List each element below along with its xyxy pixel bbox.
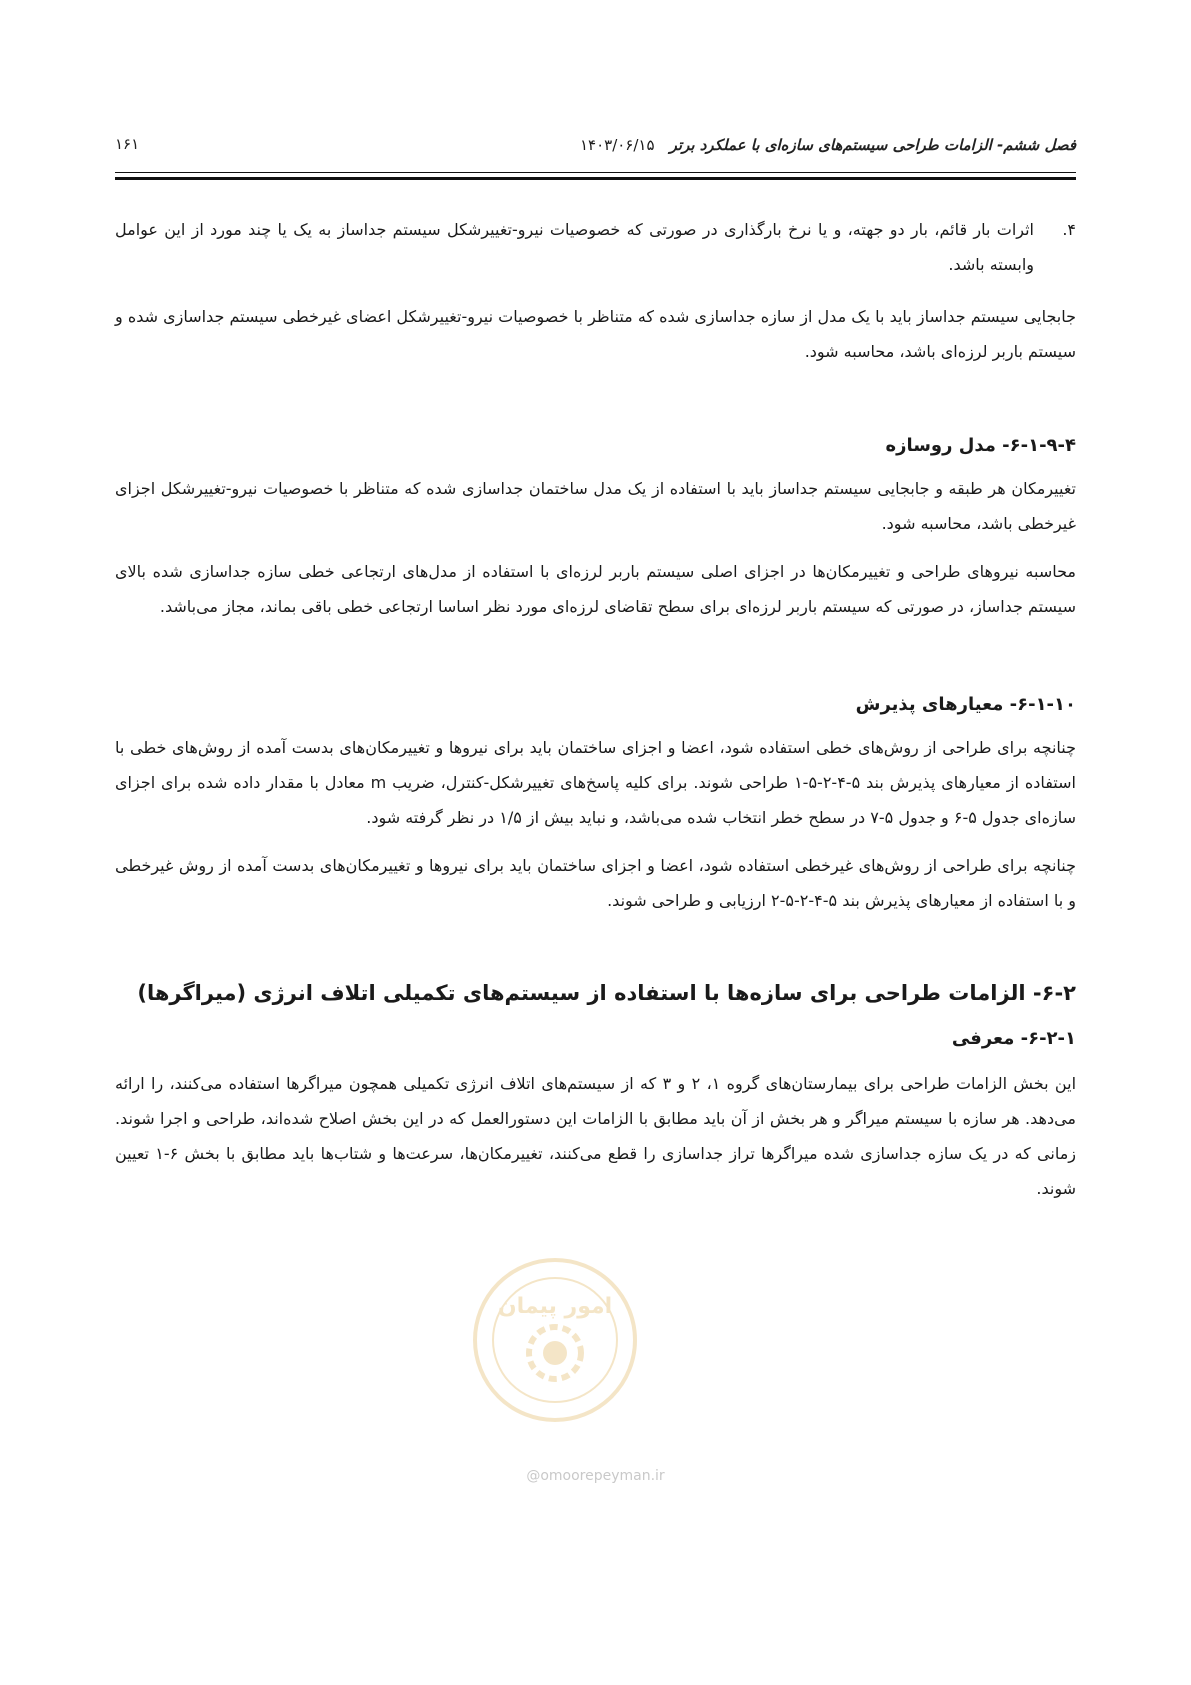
heading-superstructure-model: ۶-۱-۹-۴- مدل روسازه xyxy=(885,435,1076,456)
list-item xyxy=(115,212,1076,282)
list-item-number: ۴. xyxy=(1062,220,1076,239)
watermark-logo-text: امور پیمان xyxy=(497,1294,613,1319)
paragraph-introduction: این بخش الزامات طراحی برای بیمارستان‌های گروه ۱، ۲ و ۳ که از سیستم‌های اتلاف انرژی تکمیلی همچون میراگرها استفاده می‌کنند، را ارائه می‌دهد. هر سازه با سیستم میراگر و هر بخش از آن باید مطابق با الزامات این دستورالعمل که در این بخش اصلاح شده‌اند، طراحی و اجرا شوند. زمانی که در یک سازه جداسازی شده میراگرها تراز جداسازی را قطع می‌کنند، تغییرمکان‌ها، سرعت‌ها و شتاب‌ها باید مطابق با بخش ۶-۱ تعیین شوند. xyxy=(115,1074,1077,1198)
header-left-group xyxy=(580,135,1076,154)
watermark-logo xyxy=(470,1255,640,1425)
page-content xyxy=(115,212,1076,1219)
chapter-title: فصل ششم- الزامات طراحی سیستم‌های سازه‌ای با عملکرد برتر xyxy=(669,135,1076,154)
header-rule-thick xyxy=(115,177,1076,180)
heading-introduction: ۶-۲-۱- معرفی xyxy=(951,1028,1076,1049)
paragraph-isolation-displacement: جابجایی سیستم جداساز باید با یک مدل از سازه جداسازی شده که متناظر با خصوصیات نیرو-تغییرشکل اعضای غیرخطی سیستم جداسازی شده و سیستم باربر لرزه‌ای باشد، محاسبه شود. xyxy=(115,307,1076,361)
header-date: ۱۴۰۳/۰۶/۱۵ xyxy=(579,135,655,154)
heading-damper-systems: ۶-۲- الزامات طراحی برای سازه‌ها با استفاده از سیستم‌های تکمیلی اتلاف انرژی (میراگرها) xyxy=(137,981,1076,1005)
paragraph-acceptance-2: چنانچه برای طراحی از روش‌های غیرخطی استفاده شود، اعضا و اجزای ساختمان باید برای نیروها و تغییرمکان‌های بدست آمده از روش غیرخطی و با استفاده از معیارهای پذیرش بند ۵-۴-۲-۵-۲ ارزیابی و طراحی شوند. xyxy=(115,856,1076,910)
watermark-url: @omoorepeyman.ir xyxy=(526,1468,665,1484)
paragraph-superstructure-2: محاسبه نیروهای طراحی و تغییرمکان‌ها در اجزای اصلی سیستم باربر لرزه‌ای با استفاده از مدل‌های ارتجاعی خطی سازه جداسازی شده بالای سیستم جداساز، در صورتی که سیستم باربر لرزه‌ای برای سطح تقاضای لرزه‌ای مورد نظر اساسا ارتجاعی خطی باقی بماند، مجاز می‌باشد. xyxy=(115,562,1076,616)
paragraph-superstructure-1: تغییرمکان هر طبقه و جابجایی سیستم جداساز باید با استفاده از یک مدل ساختمان جداسازی شده که متناظر با خصوصیات نیرو-تغییرشکل اجزای غیرخطی باشد، محاسبه شود. xyxy=(115,479,1076,533)
paragraph-acceptance-1: چنانچه برای طراحی از روش‌های خطی استفاده شود، اعضا و اجزای ساختمان باید برای نیروها و تغییرمکان‌های بدست آمده از روش‌های خطی با استفاده از معیارهای پذیرش بند ۵-۴-۲-۵-۱ طراحی شوند. برای کلیه پاسخ‌های تغییرشکل-کنترل، ضریب m معادل با مقدار داده شده برای اجزای سازه‌ای جدول ۵-۶ و جدول ۵-۷ در سطح خطر انتخاب شده می‌باشد، و نباید بیش از ۱/۵ در نظر گرفته شود. xyxy=(115,738,1076,827)
page-number: ۱۶۱ xyxy=(115,135,140,153)
list-item-text: اثرات بار قائم، بار دو جهته، و یا نرخ بارگذاری در صورتی که خصوصیات نیرو-تغییرشکل سیستم جداساز به یک یا چند مورد از این عوامل وابسته باشد. xyxy=(115,220,1034,274)
header-rule-thin xyxy=(115,172,1076,173)
page-header xyxy=(115,128,1076,160)
heading-acceptance-criteria: ۶-۱-۱۰- معیارهای پذیرش xyxy=(855,694,1076,715)
